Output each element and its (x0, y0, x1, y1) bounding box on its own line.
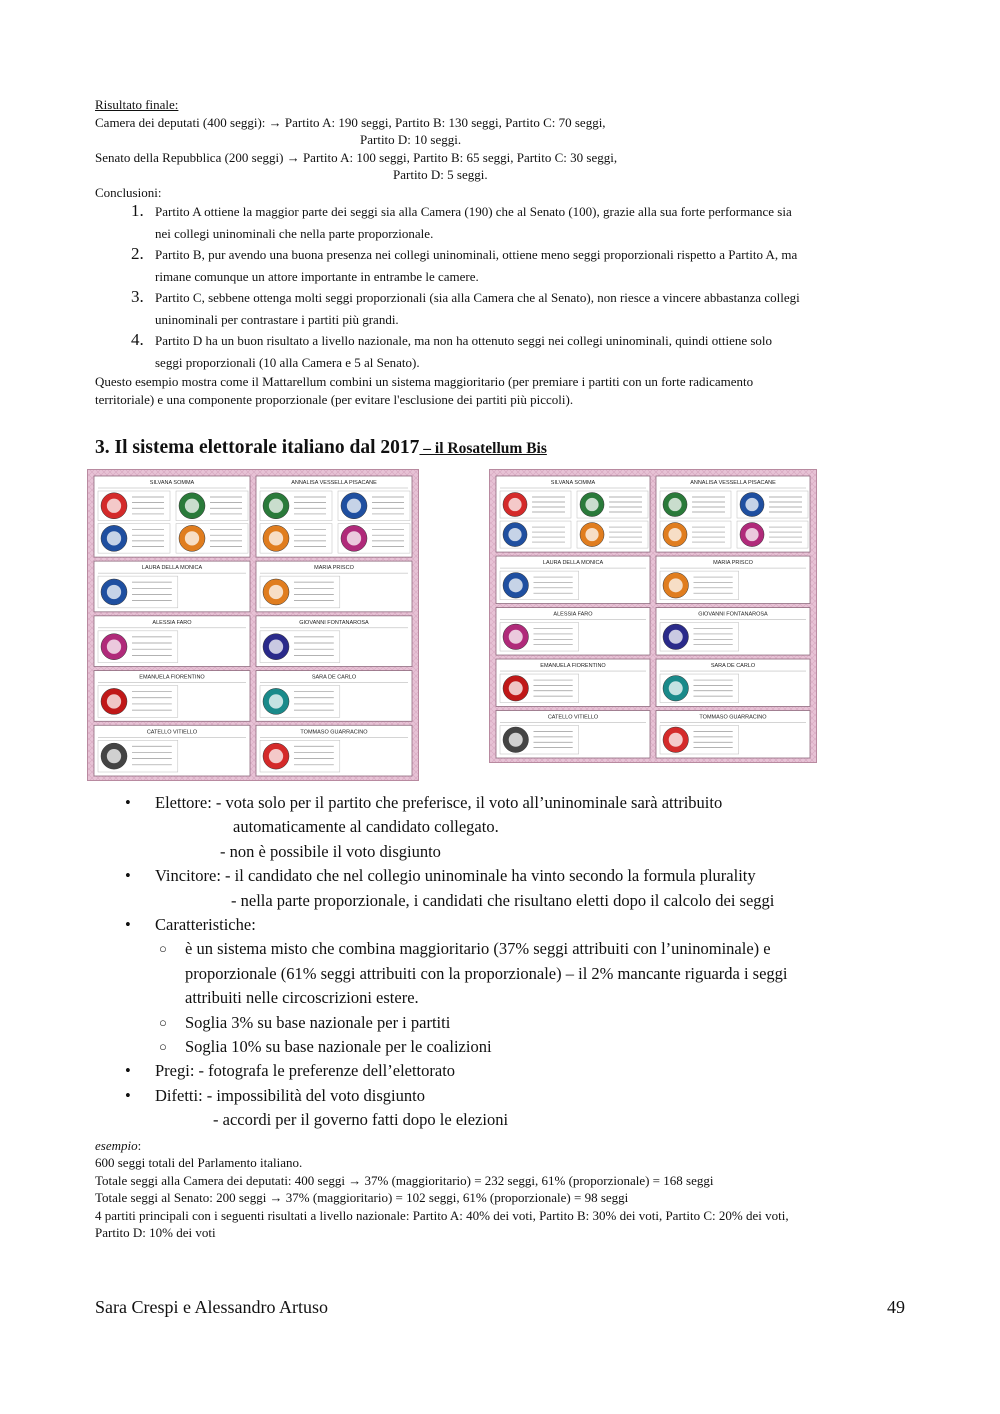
list-text: Partito A ottiene la maggior parte dei seggi sia alla Camera (190) che al Senato (100), grazie alla sua forte performance sia (155, 204, 792, 219)
ballot-candidate-name: ANNALISA VESSELLA PISACANE (291, 480, 377, 486)
ballot-candidate-name: GIOVANNI FONTANAROSA (299, 619, 369, 626)
bullet-pregi: • Pregi: - fotografa le preferenze dell’elettorato (95, 1059, 907, 1083)
list-item (95, 287, 907, 330)
ballot-candidate-name: ALESSIA FARO (553, 611, 593, 618)
section-subtitle: – il Rosatellum Bis (419, 440, 547, 457)
ballot-candidate-name: TOMMASO GUARRACINO (699, 714, 767, 721)
ballot-candidate-name: CATELLO VITIELLO (146, 729, 198, 736)
camera-line-cont: Partito D: 10 seggi. (360, 132, 462, 147)
bullet-text: automaticamente al candidato collegato. (233, 817, 499, 837)
closing-line: territoriale) e una componente proporzionale (per evitare l'esclusione dei partiti più piccoli). (95, 391, 574, 407)
example-line: 600 seggi totali del Parlamento italiano. (95, 1155, 303, 1171)
list-text: rimane comunque un attore importante in entrambe le camere. (155, 268, 479, 284)
ballot-candidate-name: LAURA DELLA MONICA (542, 560, 604, 567)
ballot-images (95, 469, 907, 781)
list-number: 4. (131, 330, 144, 349)
bullet-text: è un sistema misto che combina maggioritario (37% seggi attribuiti con l’uninominale) e (185, 939, 771, 959)
camera-line: Camera dei deputati (400 seggi): → Partito A: 190 seggi, Partito B: 130 seggi, Partito C: 70 seggi, (95, 114, 606, 130)
example-line: 4 partiti principali con i seguenti risultati a livello nazionale: Partito A: 40% dei voti, Partito B: 30% dei voti, Partito C: 20% dei voti, (95, 1207, 789, 1223)
ballot-candidate-name: CATELLO VITIELLO (547, 714, 599, 721)
bullet-cont (95, 889, 907, 913)
ballot-candidate-name: GIOVANNI FONTANAROSA (698, 611, 768, 618)
ballot-image-left (87, 469, 419, 781)
conclusions-title: Conclusioni: (95, 184, 162, 200)
senato-line: Senato della Repubblica (200 seggi) → Partito A: 100 seggi, Partito B: 65 seggi, Partito C: 30 seggi, (95, 149, 618, 165)
senato-line-cont: Partito D: 5 seggi. (393, 167, 488, 182)
example-line: Partito D: 10% dei voti (95, 1225, 216, 1241)
list-text: nei collegi uninominali che nella parte proporzionale. (155, 225, 434, 241)
section-title: 3. Il sistema elettorale italiano dal 2017 (95, 437, 420, 458)
bullet-text: Elettore: - vota solo per il partito che preferisce, il voto all’uninominale sarà attribuito (155, 793, 723, 812)
ballot-candidate-name: SILVANA SOMMA (149, 480, 195, 486)
conclusions-list (95, 201, 907, 373)
ballot-svg (88, 470, 418, 780)
bullet-cont (95, 840, 907, 864)
result-title: Risultato finale: (95, 97, 179, 112)
closing-paragraph (95, 373, 907, 408)
example-line: Totale seggi al Senato: 200 seggi → 37% (maggioritario) = 102 seggi, 61% (proporzionale) = 98 seggi (95, 1190, 629, 1206)
ballot-candidate-name: EMANUELA FIORENTINO (139, 674, 205, 681)
bullet-text: - accordi per il governo fatti dopo le elezioni (213, 1110, 509, 1130)
bullet-cont (95, 1108, 907, 1132)
ballot-candidate-name: ANNALISA VESSELLA PISACANE (690, 480, 776, 486)
bullet-text: Soglia 3% su base nazionale per i partiti (185, 1012, 451, 1032)
ballot-candidate-name: MARIA PRISCO (713, 560, 753, 567)
page-footer (95, 1297, 905, 1318)
list-text: Partito D ha un buon risultato a livello nazionale, ma non ha ottenuto seggi nei collegi uninominali, quindi ottiene solo (155, 333, 773, 348)
ballot-candidate-name: SARA DE CARLO (710, 663, 756, 670)
ballot-candidate-name: MARIA PRISCO (314, 565, 354, 572)
example-label-text: esempio (95, 1137, 138, 1153)
ballot-candidate-name: TOMMASO GUARRACINO (300, 729, 368, 736)
ballot-candidate-name: SILVANA SOMMA (550, 480, 596, 486)
ballot-candidate-name: SARA DE CARLO (311, 674, 357, 681)
list-text: Partito C, sebbene ottenga molti seggi proporzionali (sia alla Camera che al Senato), non riesce a vincere abbastanza collegi (155, 290, 800, 305)
bullet-difetti: • Difetti: - impossibilità del voto disgiunto (95, 1084, 907, 1108)
bullet-list (95, 791, 907, 1133)
list-item (95, 201, 907, 244)
bullet-elettore: • Elettore: - vota solo per il partito che preferisce, il voto all’uninominale sarà attribuito (95, 791, 907, 815)
example-block (95, 1137, 907, 1242)
list-number: 2. (131, 244, 144, 263)
example-line: Totale seggi alla Camera dei deputati: 400 seggi → 37% (maggioritario) = 232 seggi, 61% (proporzionale) = 168 seggi (95, 1172, 714, 1188)
bullet-vincitore: • Vincitore: - il candidato che nel collegio uninominale ha vinto secondo la formula plurality (95, 864, 907, 888)
footer-authors: Sara Crespi e Alessandro Artuso (95, 1297, 328, 1317)
sub-bullet: ○ è un sistema misto che combina maggioritario (37% seggi attribuiti con l’uninominale) e proporzionale (61% seggi attribuiti con la proporzionale) – il 2% mancante riguarda i seggi attribuiti nelle circoscrizioni estere. (95, 937, 907, 1010)
list-item (95, 244, 907, 287)
sub-bullet: ○ Soglia 10% su base nazionale per le coalizioni (95, 1035, 907, 1059)
bullet-text: - nella parte proporzionale, i candidati che risultano eletti dopo il calcolo dei seggi (231, 890, 775, 910)
list-item (95, 330, 907, 373)
list-text: seggi proporzionali (10 alla Camera e 5 al Senato). (155, 354, 420, 370)
page-number: 49 (887, 1297, 905, 1317)
example-colon: : (137, 1137, 142, 1153)
bullet-text: Vincitore: - il candidato che nel collegio uninominale ha vinto secondo la formula plurality (155, 866, 756, 886)
bullet-text: Caratteristiche: (155, 915, 256, 935)
list-number: 3. (131, 287, 144, 306)
example-label (95, 1137, 907, 1155)
bullet-text: proporzionale (61% seggi attribuiti con la proporzionale) – il 2% mancante riguarda i seggi (185, 963, 788, 983)
bullet-text: - non è possibile il voto disgiunto (220, 841, 441, 861)
ballot-candidate-name: ALESSIA FARO (152, 619, 192, 626)
ballot-candidate-name: EMANUELA FIORENTINO (540, 663, 606, 670)
closing-line: Questo esempio mostra come il Mattarellum combini un sistema maggioritario (per premiare i partiti con un forte radicamento (95, 374, 754, 389)
bullet-text: Pregi: - fotografa le preferenze dell’elettorato (155, 1061, 456, 1081)
ballot-image-right (489, 469, 817, 763)
bullet-cont (95, 815, 907, 839)
result-block (95, 96, 907, 201)
section-heading (95, 436, 907, 461)
ballot-svg (490, 470, 816, 762)
list-text: Partito B, pur avendo una buona presenza nei collegi uninominali, ottiene meno seggi proporzionali rispetto a Partito A, ma (155, 247, 798, 262)
bullet-text: Soglia 10% su base nazionale per le coalizioni (185, 1037, 492, 1057)
bullet-text: Difetti: - impossibilità del voto disgiunto (155, 1085, 425, 1105)
bullet-caratteristiche: • Caratteristiche: (95, 913, 907, 937)
list-number: 1. (131, 201, 144, 220)
ballot-candidate-name: LAURA DELLA MONICA (141, 565, 203, 572)
sub-bullet: ○ Soglia 3% su base nazionale per i partiti (95, 1011, 907, 1035)
list-text: uninominali per contrastare i partiti più grandi. (155, 311, 399, 327)
bullet-text: attribuiti nelle circoscrizioni estere. (185, 988, 419, 1008)
page-content (95, 96, 907, 1242)
